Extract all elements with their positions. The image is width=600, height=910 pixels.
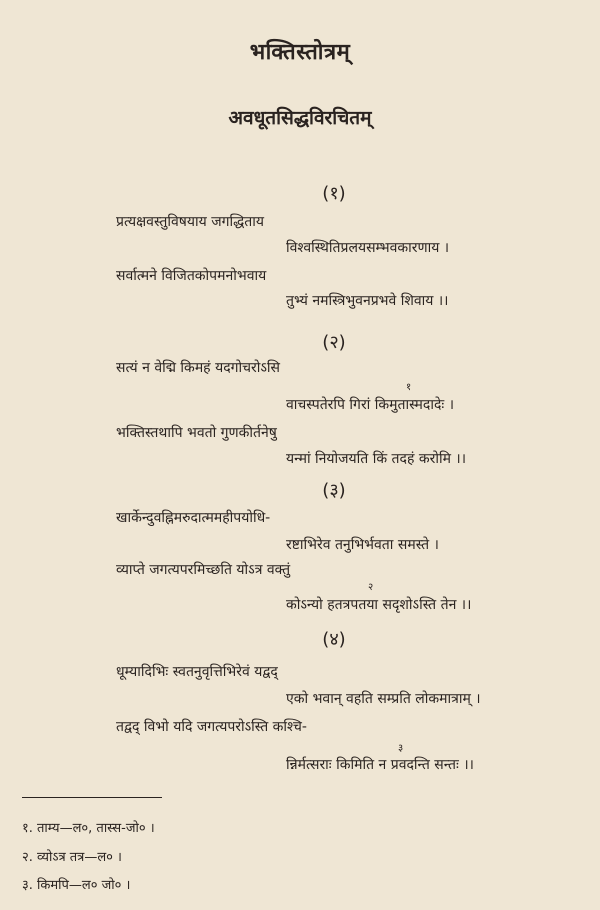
verse-line: प्रत्यक्षवस्तुविषयाय जगद्धिताय [116,214,265,230]
verse-line: कोऽन्यो हतत्रपतया सदृशोऽस्ति तेन ।। [286,597,472,613]
verse-line: तद्वद् विभो यदि जगत्यपरोऽस्ति कश्चि- [116,719,307,735]
verse-line: यन्मां नियोजयति किं तदहं करोमि ।। [286,451,467,467]
page-title: भक्तिस्तोत्रम् [249,40,351,65]
verse-line: विश्वस्थितिप्रलयसम्भवकारणाय । [286,240,450,256]
verse-line: न्निर्मत्सराः किमिति न प्रवदन्ति सन्तः ।। [286,757,474,773]
verse-number: (२) [322,332,346,353]
footnote-marker: ३ [398,743,404,754]
verse-number: (४) [322,629,346,650]
footnote: ३. किमपि—ल० जो० । [22,878,131,893]
footnote-marker: २ [368,582,374,593]
page-subtitle: अवधूतसिद्धविरचितम् [228,107,372,129]
verse-line: सत्यं न वेद्मि किमहं यदगोचरोऽसि [116,360,281,376]
footnote: २. व्योऽत्र तत्र—ल० । [22,850,122,865]
footnote-divider [22,797,162,798]
verse-line: सर्वात्मने विजितकोपमनोभवाय [116,268,267,284]
footnote-marker: १ [406,382,412,393]
verse-number: (३) [322,480,346,501]
verse-line: तुभ्यं नमस्त्रिभुवनप्रभवे शिवाय ।। [286,293,449,309]
verse-line: एको भवान् वहति सम्प्रति लोकमात्राम् । [286,691,481,707]
verse-number: (१) [322,183,346,204]
footnote: १. ताम्य—ल०, तास्स-जो० । [22,821,155,836]
verse-line: भक्तिस्तथापि भवतो गुणकीर्तनेषु [116,425,277,441]
verse-line: व्याप्ते जगत्यपरमिच्छति योऽत्र वक्तुं [116,562,291,578]
verse-line: रष्टाभिरेव तनुभिर्भवता समस्ते । [286,537,439,553]
verse-line: वाचस्पतेरपि गिरां किमुतास्मदादेः । [286,397,454,413]
verse-line: धूम्यादिभिः स्वतनुवृत्तिभिरेवं यद्वद् [116,664,278,680]
verse-line: खार्केन्दुवह्निमरुदात्ममहीपयोधि- [116,510,271,526]
